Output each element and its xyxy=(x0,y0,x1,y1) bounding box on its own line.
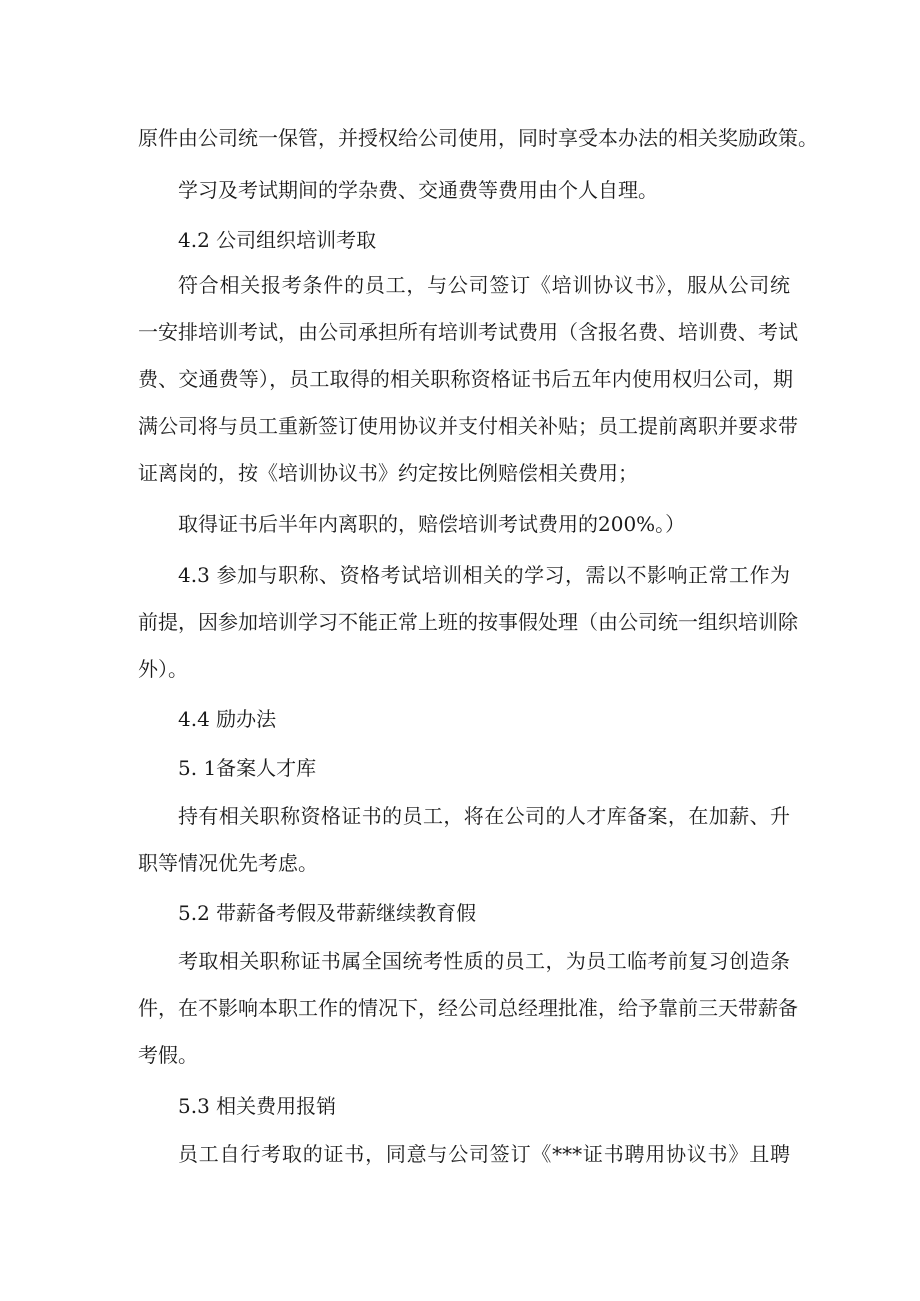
document-page: 原件由公司统一保管，并授权给公司使用，同时享受本办法的相关奖励政策。 学习及考试期间的学杂费、交通费等费用由个人自理。 4.2 公司组织培训考取 符合相关报考条件的员工，与公司签订《培训协议书》，服从公司统 一安排培训考试，由公司承担所有培训考试费用（含报名费、培训费、考试 费、交通费等），员工取得的相关职称资格证书后五年内使用权归公司，期 满公司将与员工重新签订使用协议并支付相关补贴；员工提前离职并要求带 证离岗的，按《培训协议书》约定按比例赔偿相关费用； 取得证书后半年内离职的，赔偿培训考试费用的200%。） 4.3 参加与职称、资格考试培训相关的学习，需以不影响正常工作为 前提，因参加培训学习不能正常上班的按事假处理（由公司统一组织培训除 外）。 4.4 励办法 5. 1备案人才库 持有相关职称资格证书的员工，将在公司的人才库备案，在加薪、升 职等情况优先考虑。 5.2 带薪备考假及带薪继续教育假 考取相关职称证书属全国统考性质的员工，为员工临考前复习创造条 件，在不影响本职工作的情况下，经公司总经理批准，给予靠前三天带薪备 考假。 5.3 相关费用报销 员工自行考取的证书，同意与公司签订《***证书聘用协议书》且聘 xyxy=(138,126,818,1166)
